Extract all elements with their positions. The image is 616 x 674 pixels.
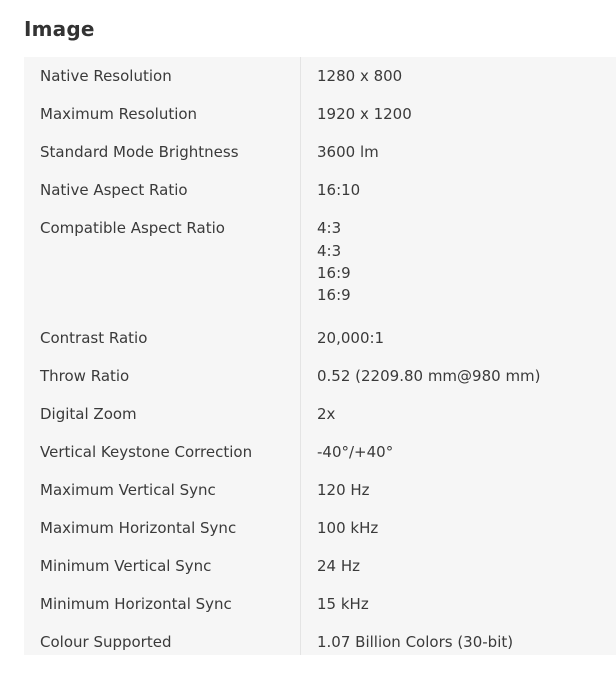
- spec-row-vertical-keystone-correction: [24, 433, 616, 471]
- spec-label: Compatible Aspect Ratio: [40, 219, 225, 237]
- spec-value: 1920 x 1200: [317, 105, 412, 123]
- spec-row-digital-zoom: [24, 395, 616, 433]
- spec-value-item: 4:3: [317, 219, 342, 237]
- spec-value: -40°/+40°: [317, 443, 394, 461]
- spec-value-item: 16:9: [317, 264, 351, 282]
- spec-label: Standard Mode Brightness: [40, 143, 239, 161]
- spec-label: Minimum Vertical Sync: [40, 557, 212, 575]
- spec-value: 20,000:1: [317, 329, 385, 347]
- spec-label: Maximum Resolution: [40, 105, 198, 123]
- spec-row-contrast-ratio: [24, 319, 616, 357]
- spec-row-minimum-vertical-sync: [24, 547, 616, 585]
- spec-row-native-resolution: [24, 57, 616, 95]
- spec-table: [24, 57, 616, 655]
- spec-row-maximum-resolution: [24, 95, 616, 133]
- spec-row-throw-ratio: [24, 357, 616, 395]
- spec-value: 120 Hz: [317, 481, 370, 499]
- spec-value: 1.07 Billion Colors (30-bit): [317, 633, 514, 651]
- spec-row-compatible-aspect-ratio: [24, 209, 616, 319]
- section-title: Image: [24, 17, 95, 41]
- spec-value: 15 kHz: [317, 595, 369, 613]
- spec-value-item: 16:9: [317, 286, 351, 304]
- spec-row-maximum-horizontal-sync: [24, 509, 616, 547]
- spec-value: 0.52 (2209.80 mm@980 mm): [317, 367, 541, 385]
- spec-value-list: [301, 209, 351, 319]
- spec-row-maximum-vertical-sync: [24, 471, 616, 509]
- spec-value-item: 4:3: [317, 242, 342, 260]
- spec-label: Colour Supported: [40, 633, 172, 651]
- spec-value: 24 Hz: [317, 557, 361, 575]
- spec-row-standard-mode-brightness: [24, 133, 616, 171]
- spec-label: Throw Ratio: [40, 367, 130, 385]
- spec-row-colour-supported: [24, 623, 616, 661]
- spec-value: 1280 x 800: [317, 67, 403, 85]
- spec-label: Vertical Keystone Correction: [40, 443, 253, 461]
- spec-value: 100 kHz: [317, 519, 379, 537]
- spec-value: 2x: [317, 405, 336, 423]
- spec-label: Maximum Horizontal Sync: [40, 519, 237, 537]
- spec-label: Minimum Horizontal Sync: [40, 595, 232, 613]
- spec-value: 16:10: [317, 181, 361, 199]
- spec-label: Digital Zoom: [40, 405, 137, 423]
- spec-row-minimum-horizontal-sync: [24, 585, 616, 623]
- spec-label: Contrast Ratio: [40, 329, 148, 347]
- spec-value: 3600 lm: [317, 143, 379, 161]
- spec-label: Native Resolution: [40, 67, 172, 85]
- spec-row-native-aspect-ratio: [24, 171, 616, 209]
- spec-label: Native Aspect Ratio: [40, 181, 188, 199]
- spec-label: Maximum Vertical Sync: [40, 481, 216, 499]
